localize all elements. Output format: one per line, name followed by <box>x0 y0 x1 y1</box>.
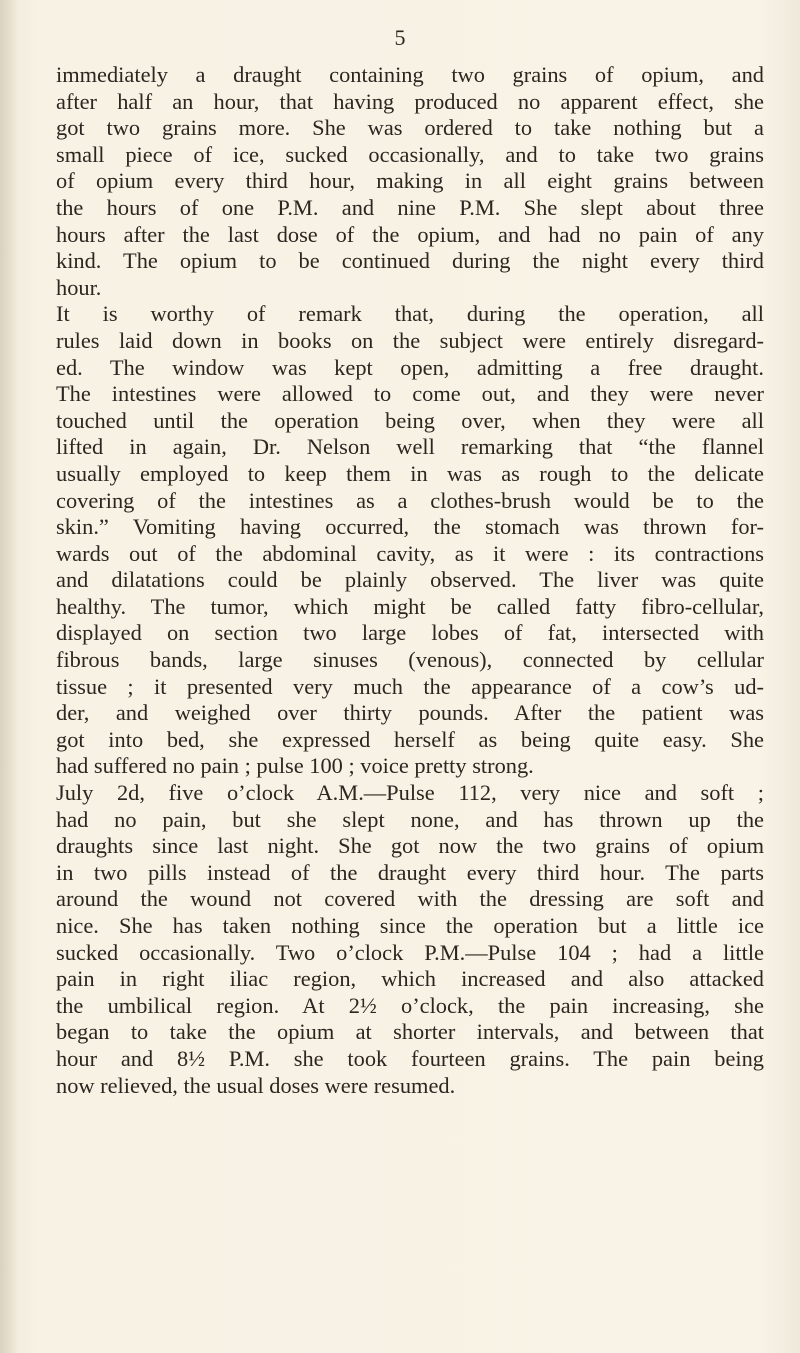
text-line: after half an hour, that having produced no apparent effect, she <box>56 88 764 114</box>
text-line: had no pain, but she slept none, and has thrown up the <box>56 806 764 832</box>
text-line: around the wound not covered with the dressing are soft and <box>56 886 764 912</box>
text-line: of opium every third hour, making in all eight grains between <box>56 168 764 194</box>
text-line: began to take the opium at shorter intervals, and between that <box>56 1019 764 1045</box>
body-text <box>56 62 764 1099</box>
text-line: der, and weighed over thirty pounds. After the patient was <box>56 700 764 726</box>
text-line: pain in right iliac region, which increased and also attacked <box>56 966 764 992</box>
text-line: It is worthy of remark that, during the operation, all <box>56 301 764 327</box>
text-line: had suffered no pain ; pulse 100 ; voice pretty strong. <box>56 753 534 779</box>
text-line: hours after the last dose of the opium, and had no pain of any <box>56 221 764 247</box>
text-line: and dilatations could be plainly observed. The liver was quite <box>56 567 764 593</box>
text-line: tissue ; it presented very much the appearance of a cow’s ud- <box>56 673 764 699</box>
text-line: small piece of ice, sucked occasionally, and to take two grains <box>56 141 764 167</box>
text-line: healthy. The tumor, which might be called fatty fibro-cellular, <box>56 593 764 619</box>
text-line: skin.” Vomiting having occurred, the stomach was thrown for- <box>56 514 764 540</box>
text-line: in two pills instead of the draught every third hour. The parts <box>56 859 764 885</box>
text-line: usually employed to keep them in was as rough to the delicate <box>56 460 764 486</box>
text-line: now relieved, the usual doses were resumed. <box>56 1072 456 1098</box>
text-line: kind. The opium to be continued during the night every third <box>56 248 764 274</box>
text-line: rules laid down in books on the subject were entirely disregard- <box>56 327 764 353</box>
text-line: wards out of the abdominal cavity, as it were : its contractions <box>56 540 764 566</box>
text-line: ed. The window was kept open, admitting a free draught. <box>56 354 764 380</box>
text-line: touched until the operation being over, when they were all <box>56 407 764 433</box>
text-line: lifted in again, Dr. Nelson well remarking that “the flannel <box>56 434 764 460</box>
text-line: covering of the intestines as a clothes-brush would be to the <box>56 487 764 513</box>
text-line: the umbilical region. At 2½ o’clock, the pain increasing, she <box>56 992 764 1018</box>
text-line: the hours of one P.M. and nine P.M. She slept about three <box>56 194 764 220</box>
text-line: immediately a draught containing two grains of opium, and <box>56 62 764 87</box>
text-line: displayed on section two large lobes of fat, intersected with <box>56 620 764 646</box>
text-line: draughts since last night. She got now the two grains of opium <box>56 833 764 859</box>
text-line: fibrous bands, large sinuses (venous), connected by cellular <box>56 647 764 673</box>
text-line: nice. She has taken nothing since the operation but a little ice <box>56 913 764 938</box>
page-number: 5 <box>394 25 406 50</box>
text-line: got into bed, she expressed herself as being quite easy. She <box>56 726 764 752</box>
text-line: hour and 8½ P.M. she took fourteen grains. The pain being <box>56 1045 764 1071</box>
text-line: hour. <box>56 274 102 300</box>
page-edge-shadow <box>0 0 18 1353</box>
text-line: The intestines were allowed to come out, and they were never <box>56 381 764 407</box>
text-line: July 2d, five o’clock A.M.—Pulse 112, very nice and soft ; <box>56 780 764 806</box>
text-line: sucked occasionally. Two o’clock P.M.—Pulse 104 ; had a little <box>56 939 764 965</box>
text-line: got two grains more. She was ordered to take nothing but a <box>56 115 764 141</box>
